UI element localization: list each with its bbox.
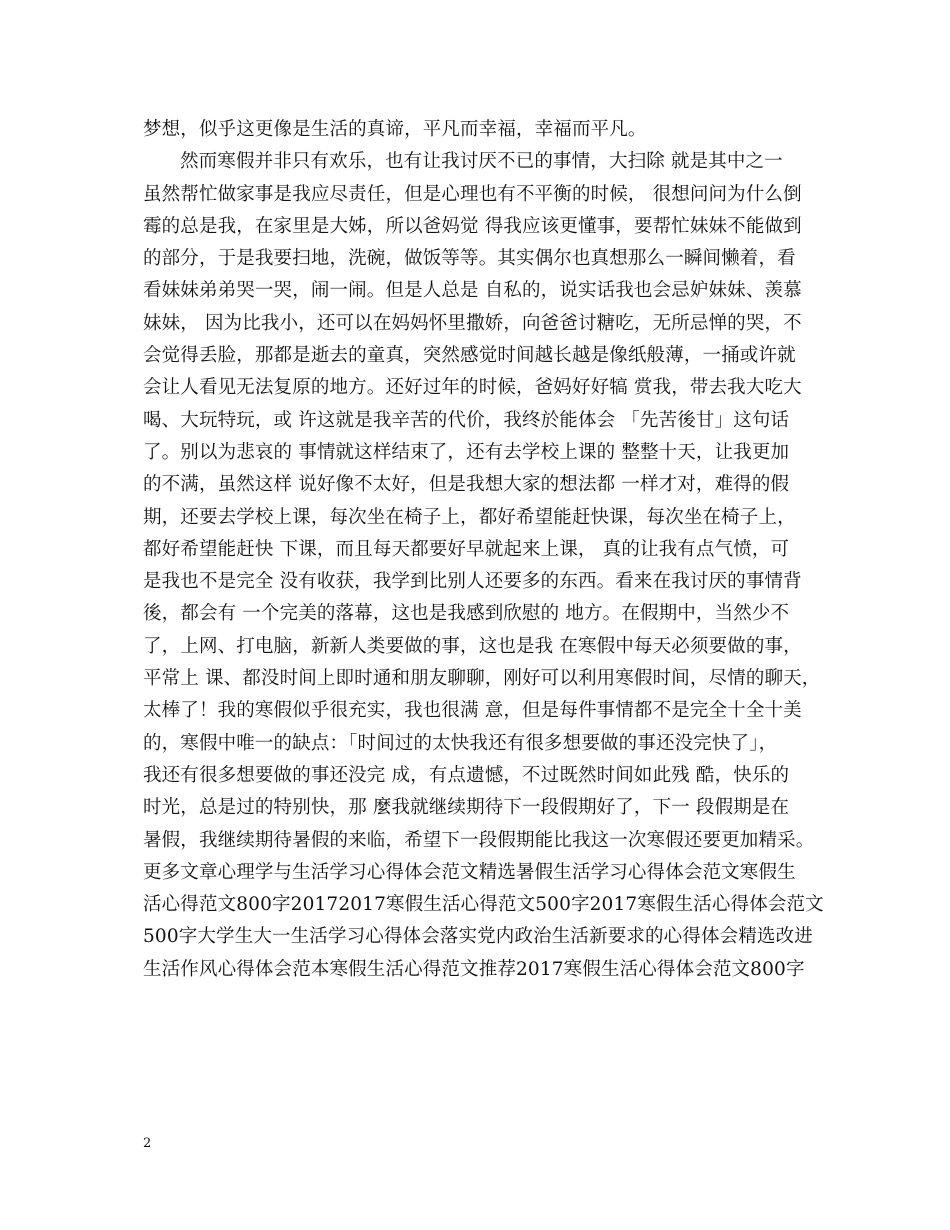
text-line: 都好希望能赶快 下课，而且每天都要好早就起来上课， 真的让我有点气愤，可	[143, 538, 790, 560]
text-line: 後，都会有 一个完美的落幕，这也是我感到欣慰的 地方。在假期中，当然少不	[143, 603, 790, 625]
text-line: 平常上 课、都没时间上即时通和朋友聊聊，刚好可以利用寒假时间，尽情的聊天，	[143, 668, 821, 690]
text-line: 会让人看见无法复原的地方。还好过年的时候，爸妈好好犒 赏我，带去我大吃大	[143, 377, 802, 399]
text-line: 梦想，似乎这更像是生活的真谛，平凡而幸福，幸福而平凡。	[143, 119, 647, 140]
text-line: 太棒了！我的寒假似乎很充实，我也很满 意，但是每件事情都不是完全十全十美	[143, 700, 802, 722]
text-line: 虽然帮忙做家事是我应尽责任，但是心理也有不平衡的时候， 很想问问为什么倒	[143, 183, 802, 205]
text-line: 喝、大玩特玩，或 许这就是我辛苦的代价，我终於能体会 「先苦後甘」这句话	[143, 409, 790, 431]
text-line: 时光，总是过的特别快，那 麼我就继续期待下一段假期好了，下一 段假期是在	[143, 797, 790, 819]
body-text	[143, 114, 823, 986]
text-line: 的，寒假中唯一的缺点：「时间过的太快我还有很多想要做的事还没完快了」，	[143, 732, 778, 754]
text-line: 霉的总是我，在家里是大姊，所以爸妈觉 得我应该更懂事，要帮忙妹妹不能做到	[143, 215, 802, 237]
text-line: 会觉得丢脸，那都是逝去的童真，突然感觉时间越长越是像纸般薄，一捅或许就	[143, 345, 796, 367]
text-line: 是我也不是完全 没有收获，我学到比别人还要多的东西。看来在我讨厌的事情背	[143, 571, 802, 593]
text-line: 我还有很多想要做的事还没完 成，有点遗憾，不过既然时间如此残 酷，快乐的	[143, 764, 790, 786]
text-line: 看妹妹弟弟哭一哭，闹一闹。但是人总是 自私的，说实话我也会忌妒妹妹、羡慕	[143, 280, 802, 302]
text-line: 更多文章心理学与生活学习心得体会范文精选暑假生活学习心得体会范文寒假生	[143, 861, 796, 883]
text-line: 了。别以为悲哀的 事情就这样结束了，还有去学校上课的 整整十天，让我更加	[143, 441, 790, 463]
text-line: 生活作风心得体会范本寒假生活心得范文推荐2017寒假生活心得体会范文800字	[143, 958, 805, 980]
page-number: 2	[143, 1136, 152, 1151]
text-line: 活心得范文800字20172017寒假生活心得范文500字2017寒假生活心得体会范文	[143, 894, 824, 916]
text-line: 妹妹， 因为比我小，还可以在妈妈怀里撒娇，向爸爸讨糖吃，无所忌惮的哭，不	[143, 312, 802, 334]
text-line: 期，还要去学校上课，每次坐在椅子上，都好希望能赶快课，每次坐在椅子上，	[143, 506, 796, 528]
text-line: 暑假，我继续期待暑假的来临，希望下一段假期能比我这一次寒假还要更加精采。	[143, 829, 815, 851]
text-line: 的不满，虽然这样 说好像不太好，但是我想大家的想法都 一样才对，难得的假	[143, 474, 790, 496]
text-line: 500字大学生大一生活学习心得体会落实党内政治生活新要求的心得体会精选改进	[143, 926, 813, 948]
text-line: 的部分，于是我要扫地，洗碗，做饭等等。其实偶尔也真想那么一瞬间懒着，看	[143, 248, 796, 270]
text-line: 然而寒假并非只有欢乐，也有让我讨厌不已的事情，大扫除 就是其中之一	[180, 151, 783, 173]
text-line: 了，上网、打电脑，新新人类要做的事，这也是我 在寒假中每天必须要做的事，	[143, 635, 802, 657]
